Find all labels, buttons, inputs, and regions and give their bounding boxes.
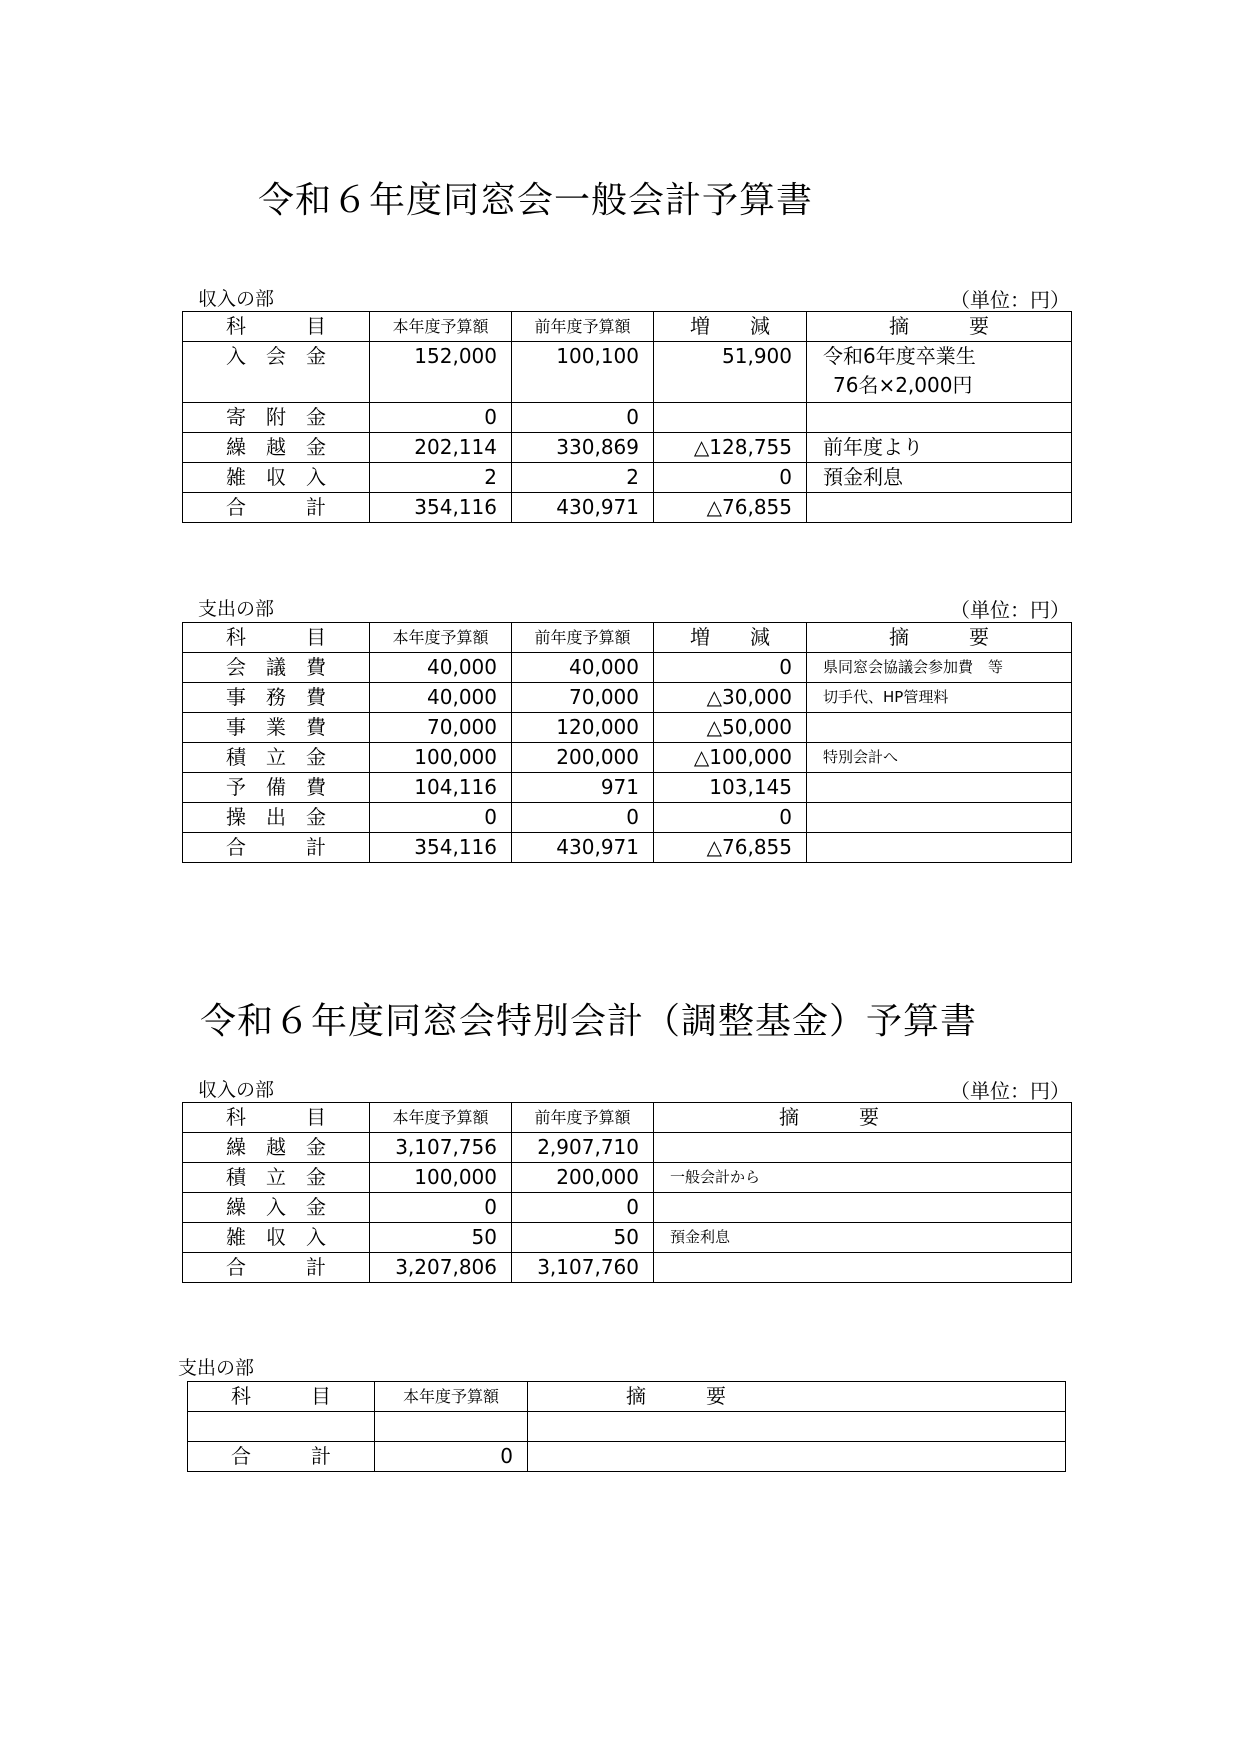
header-subject: 科 目 [188,1382,375,1412]
table-total-row [188,1442,1066,1472]
row-previous: 3,107,760 [512,1253,654,1283]
row-change: △76,855 [654,493,807,523]
table-row [183,713,1072,743]
row-previous: 0 [512,803,654,833]
table-row [183,1163,1072,1193]
row-subject [188,1412,375,1442]
table-row [183,653,1072,683]
table-header-row [183,1103,1072,1133]
row-change: 0 [654,463,807,493]
table-row [183,342,1072,403]
row-previous: 40,000 [512,653,654,683]
row-current: 3,107,756 [370,1133,512,1163]
table-total-row [183,833,1072,863]
row-note [654,1253,1072,1283]
header-current: 本年度予算額 [370,1103,512,1133]
row-note: 前年度より [807,433,1072,463]
row-subject: 繰 越 金 [183,1133,370,1163]
row-note [807,493,1072,523]
row-current: 0 [370,1193,512,1223]
row-current: 354,116 [370,493,512,523]
header-change: 増 減 [654,312,807,342]
row-subject: 合 計 [183,493,370,523]
row-previous: 330,869 [512,433,654,463]
table-total-row [183,1253,1072,1283]
row-note: 預金利息 [654,1223,1072,1253]
special-budget-title: 令和６年度同窓会特別会計（調整基金）予算書 [200,1001,978,1042]
row-previous: 50 [512,1223,654,1253]
row-change: △100,000 [654,743,807,773]
row-subject: 事 業 費 [183,713,370,743]
row-change: 103,145 [654,773,807,803]
row-note-line1: 令和6年度卒業生 [823,344,976,368]
row-note: 県同窓会協議会参加費 等 [807,653,1072,683]
row-note [807,833,1072,863]
row-subject: 合 計 [183,1253,370,1283]
row-previous: 200,000 [512,1163,654,1193]
table-total-row [183,493,1072,523]
row-note-line2: 76名×2,000円 [833,373,973,397]
row-change: △50,000 [654,713,807,743]
row-previous: 70,000 [512,683,654,713]
table-row [183,1223,1072,1253]
row-previous: 971 [512,773,654,803]
row-current: 40,000 [370,683,512,713]
row-current: 100,000 [370,743,512,773]
special-expense-label: 支出の部 [178,1357,255,1379]
table-row [183,1133,1072,1163]
general-expense-unit: （単位：円） [950,598,1070,622]
row-current [375,1412,528,1442]
row-subject: 会 議 費 [183,653,370,683]
general-income-unit: （単位：円） [950,288,1070,312]
row-note [528,1442,1066,1472]
header-subject: 科 目 [183,312,370,342]
row-subject: 繰 越 金 [183,433,370,463]
row-note [654,1133,1072,1163]
header-note: 摘 要 [654,1103,1072,1133]
header-current: 本年度予算額 [375,1382,528,1412]
row-subject: 寄 附 金 [183,403,370,433]
row-current: 104,116 [370,773,512,803]
general-budget-title: 令和６年度同窓会一般会計予算書 [258,180,814,221]
header-current: 本年度予算額 [370,312,512,342]
row-current: 0 [370,403,512,433]
table-row [183,683,1072,713]
row-previous: 2,907,710 [512,1133,654,1163]
row-note [654,1193,1072,1223]
row-change [654,403,807,433]
row-change: △76,855 [654,833,807,863]
table-row [183,773,1072,803]
row-previous: 200,000 [512,743,654,773]
row-subject: 積 立 金 [183,1163,370,1193]
row-subject: 積 立 金 [183,743,370,773]
header-previous: 前年度予算額 [512,1103,654,1133]
row-note: 預金利息 [807,463,1072,493]
special-expense-table [187,1381,1066,1472]
row-current: 2 [370,463,512,493]
row-previous: 120,000 [512,713,654,743]
table-row [183,433,1072,463]
header-change: 増 減 [654,623,807,653]
general-expense-label: 支出の部 [198,598,275,620]
row-note [807,713,1072,743]
header-note: 摘 要 [807,312,1072,342]
row-previous: 0 [512,403,654,433]
special-income-label: 収入の部 [198,1079,275,1101]
row-subject: 操 出 金 [183,803,370,833]
general-expense-table [182,622,1072,863]
table-header-row [183,312,1072,342]
row-previous: 430,971 [512,833,654,863]
row-current: 152,000 [370,342,512,403]
special-income-unit: （単位：円） [950,1079,1070,1103]
row-previous: 100,100 [512,342,654,403]
table-row [183,463,1072,493]
row-change: 0 [654,803,807,833]
special-income-table [182,1102,1072,1283]
header-previous: 前年度予算額 [512,623,654,653]
row-change: △30,000 [654,683,807,713]
table-row [183,1193,1072,1223]
header-note: 摘 要 [528,1382,1066,1412]
table-header-row [183,623,1072,653]
row-subject: 雑 収 入 [183,1223,370,1253]
row-change: △128,755 [654,433,807,463]
row-note: 切手代、HP管理料 [807,683,1072,713]
row-note: 一般会計から [654,1163,1072,1193]
row-note [807,803,1072,833]
header-subject: 科 目 [183,1103,370,1133]
table-row [183,803,1072,833]
row-previous: 430,971 [512,493,654,523]
row-change: 51,900 [654,342,807,403]
table-header-row [188,1382,1066,1412]
header-subject: 科 目 [183,623,370,653]
row-subject: 事 務 費 [183,683,370,713]
row-subject: 予 備 費 [183,773,370,803]
general-income-table [182,311,1072,523]
row-change: 0 [654,653,807,683]
row-subject: 合 計 [183,833,370,863]
header-current: 本年度予算額 [370,623,512,653]
row-note [807,773,1072,803]
row-current: 3,207,806 [370,1253,512,1283]
row-current: 100,000 [370,1163,512,1193]
header-previous: 前年度予算額 [512,312,654,342]
row-note: 特別会計へ [807,743,1072,773]
row-subject: 繰 入 金 [183,1193,370,1223]
row-note [807,342,1072,403]
table-row [183,743,1072,773]
row-current: 0 [375,1442,528,1472]
row-current: 202,114 [370,433,512,463]
general-income-label: 収入の部 [198,288,275,310]
table-row [188,1412,1066,1442]
row-current: 50 [370,1223,512,1253]
row-current: 354,116 [370,833,512,863]
row-subject: 入 会 金 [183,342,370,403]
row-note [528,1412,1066,1442]
row-current: 70,000 [370,713,512,743]
row-subject: 雑 収 入 [183,463,370,493]
header-note: 摘 要 [807,623,1072,653]
row-current: 40,000 [370,653,512,683]
row-note [807,403,1072,433]
row-previous: 2 [512,463,654,493]
table-row [183,403,1072,433]
row-current: 0 [370,803,512,833]
row-subject: 合 計 [188,1442,375,1472]
row-previous: 0 [512,1193,654,1223]
